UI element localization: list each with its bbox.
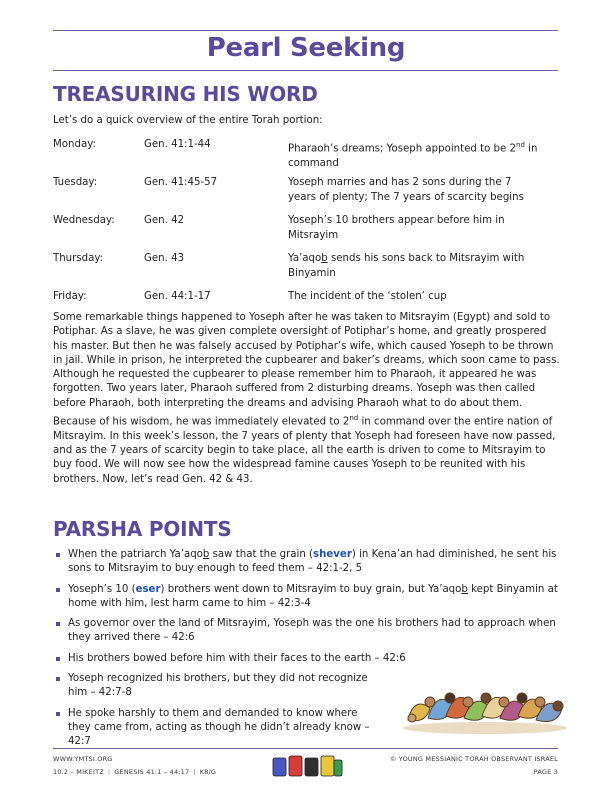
title-rule (53, 70, 558, 71)
summary-paragraph: Some remarkable things happened to Yoseph after he was taken to Mitsrayim (Egypt) and sold to Potiphar. As a slave, he was given complete oversight of Potiphar’s home, and greatly prospered his master. But then he was falsely accused by Potiphar’s wife, which caused Yoseph to be thrown in jail. While in prison, he interpreted the cupbearer and baker’s dreams, which soon came to pass. Although he requested the cupbearer to please remember him to Pharaoh, it appeared he was forgotten. Two years later, Pharaoh suffered from 2 disturbing dreams. Yoseph was then called before Pharaoh, both interpreting the dreams and advising Pharaoh what to do about them. Because of his wisdom, he was immediately elevated to 2nd in command over the entire nation of Mitsrayim. In this week’s lesson, the 7 years of plenty that Yoseph had foreseen have now passed, and as the 7 years of scarcity begin to take place, all the earth is driven to come to Mitsrayim to buy food. We will now see how the widespread famine causes Yoseph to be reunited with his brothers. Now, let’s read Gen. 42 & 43. (53, 312, 560, 485)
schedule-ref: Gen. 41:45-57 (144, 177, 218, 188)
schedule-ref: Gen. 41:1-44 (144, 139, 211, 150)
schedule-ref: Gen. 42 (144, 215, 185, 226)
hebrew-term: shever (313, 549, 352, 560)
schedule-desc: Ya’aqob sends his sons back to Mitsrayim with Binyamin (288, 253, 525, 279)
list-item: His brothers bowed before him with their faces to the earth – 42:6 (53, 652, 563, 666)
schedule-ref: Gen. 44:1-17 (144, 291, 211, 302)
schedule-desc: Yoseph’s 10 brothers appear before him in Mitsrayim (288, 215, 505, 241)
schedule-desc: Pharaoh’s dreams; Yoseph appointed to be 2nd in command (288, 141, 538, 169)
section-heading-treasuring: TREASURING HIS WORD (53, 82, 318, 106)
schedule-ref: Gen. 43 (144, 253, 185, 264)
footer-rule (53, 748, 558, 749)
brothers-bowing-illustration (400, 668, 570, 736)
list-item: Yoseph recognized his brothers, but they did not recognize him – 42:7-8 (53, 672, 373, 701)
bullet-icon (56, 588, 60, 592)
schedule-day: Monday: (53, 139, 96, 150)
section-heading-parsha-points: PARSHA POINTS (53, 517, 232, 541)
bullet-icon (56, 712, 60, 716)
hebrew-term: eser (135, 583, 161, 595)
bullet-icon (56, 622, 60, 626)
top-rule (53, 30, 558, 31)
schedule-day: Thursday: (53, 253, 104, 264)
footer-site: WWW.YMTSI.ORG (53, 755, 113, 763)
list-item: He spoke harshly to them and demanded to know where they came from, acting as though he didn’t already know – 42:7 (53, 707, 373, 750)
bullet-icon (56, 677, 60, 681)
schedule-desc: Yoseph marries and has 2 sons during the 7 years of plenty; The 7 years of scarcity begins (288, 177, 524, 203)
schedule-day: Wednesday: (53, 215, 115, 226)
bullet-icon (56, 657, 60, 661)
list-item: Yoseph’s 10 (eser) brothers went down to Mitsrayim to buy grain, but Ya’aqob kept Binyamin at home with him, lest harm came to him – 42:3-4 (53, 583, 563, 612)
schedule-day: Tuesday: (53, 177, 98, 188)
intro-text: Let’s do a quick overview of the entire Torah portion: (53, 115, 323, 126)
ymtoi-logo (271, 752, 343, 778)
page-title: Pearl Seeking (206, 33, 406, 63)
schedule-day: Friday: (53, 291, 87, 302)
bullet-icon (56, 553, 60, 557)
schedule-desc: The incident of the ‘stolen’ cup (288, 291, 447, 302)
footer-page-number: PAGE 3 (533, 768, 558, 776)
footer-issue-info: 10.2 – MIKEITZ | GENESIS 41:1 – 44:17 | K8/G (53, 768, 217, 776)
footer-copyright: © YOUNG MESSIANIC TORAH OBSERVANT ISRAEL (389, 755, 558, 763)
list-item: As governor over the land of Mitsrayim, Yoseph was the one his brothers had to approach when they arrived there – 42:6 (53, 617, 563, 646)
list-item: When the patriarch Ya’aqob saw that the grain (shever) in Kena’an had diminished, he sent his sons to Mitsrayim to buy enough to feed them – 42:1-2, 5 (53, 548, 563, 577)
